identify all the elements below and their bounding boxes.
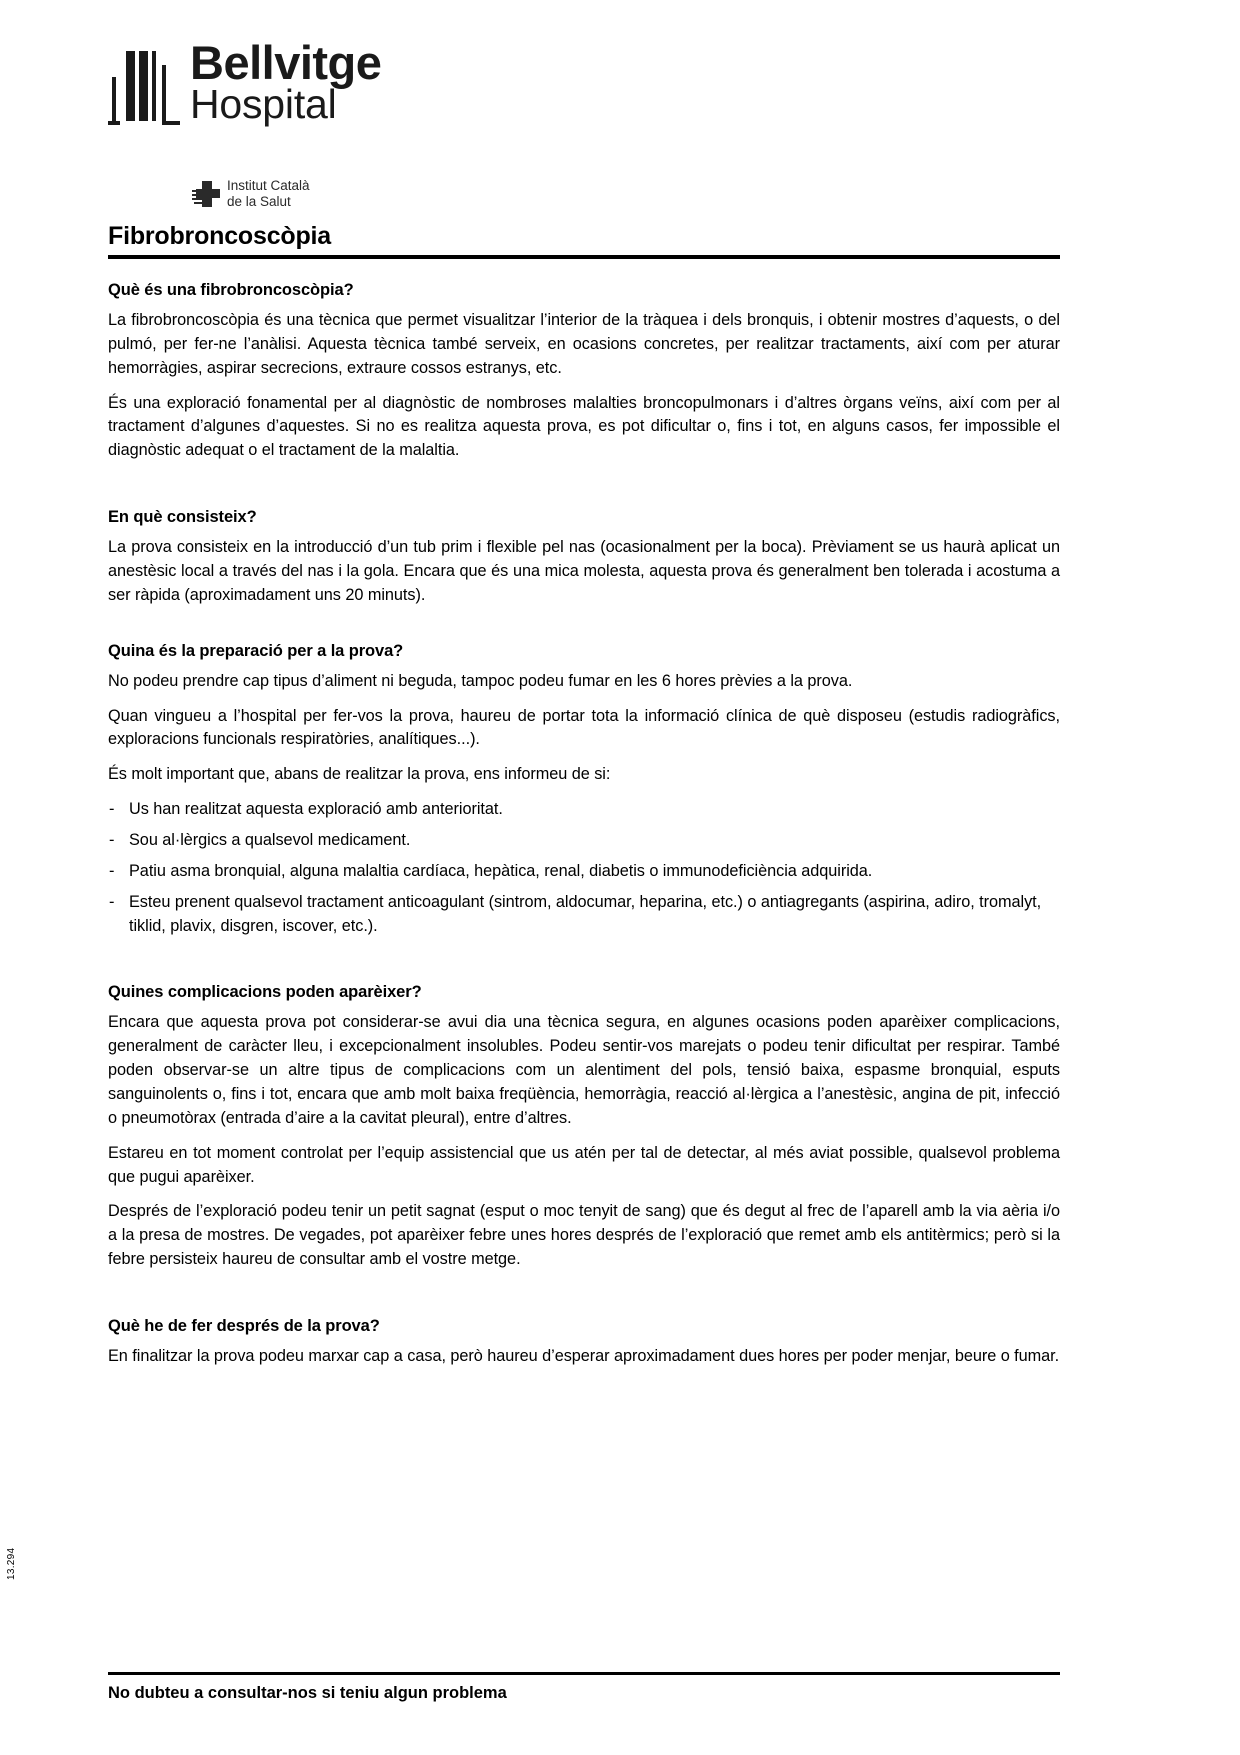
list-item xyxy=(108,891,1060,939)
section-paragraph: És una exploració fonamental per al diagnòstic de nombroses malalties broncopulmonars i d’altres òrgans veïns, així com per al tractament d’algunes d’aquestes. Si no es realitza aquesta prova, es pot dificultar o, fins i tot, en alguns casos, fer impossible el diagnòstic adequat o el tractament de la malaltia. xyxy=(108,393,1060,460)
logo-brand-subtitle: Hospital xyxy=(190,81,337,128)
section-heading: Quines complicacions poden aparèixer? xyxy=(108,983,422,1002)
dash-bullet-icon: - xyxy=(109,861,115,880)
section-paragraph: Quan vingueu a l’hospital per fer-vos la prova, haureu de portar tota la informació clínica de què disposeu (estudis radiogràfics, exploracions funcionals respiratòries, analítiques...). xyxy=(108,706,1060,749)
section-heading: Què és una fibrobroncoscòpia? xyxy=(108,281,354,299)
section-what-consists-of xyxy=(108,508,1060,608)
section-paragraph: En finalitzar la prova podeu marxar cap a casa, però haureu d’esperar aproximadament dues hores per poder menjar, beure o fumar. xyxy=(108,1347,1060,1366)
footer-note: No dubteu a consultar-nos si teniu algun problema xyxy=(108,1684,507,1702)
footer-divider xyxy=(108,1672,1060,1675)
section-paragraph: Estareu en tot moment controlat per l’equip assistencial que us atén per tal de detectar, al més aviat possible, qualsevol problema que pugui aparèixer. xyxy=(108,1143,1060,1186)
page-title: Fibrobroncoscòpia xyxy=(108,222,332,250)
ics-label-line1: Institut Català xyxy=(227,178,310,193)
list-item xyxy=(108,798,1060,822)
section-heading: En què consisteix? xyxy=(108,508,257,527)
ics-label-line2: de la Salut xyxy=(227,194,291,210)
dash-bullet-icon: - xyxy=(109,892,115,911)
section-paragraph: No podeu prendre cap tipus d’aliment ni beguda, tampoc podeu fumar en les 6 hores prèvies a la prova. xyxy=(108,671,853,690)
section-after-test xyxy=(108,1317,1060,1369)
list-item-text: Esteu prenent qualsevol tractament anticoagulant (sintrom, aldocumar, heparina, etc.) o antiagregants (aspirina, adiro, tromalyt, tiklid, plavix, disgren, iscover, etc.). xyxy=(129,892,1042,935)
dash-bullet-icon: - xyxy=(109,800,115,819)
section-heading: Què he de fer després de la prova? xyxy=(108,1317,380,1336)
dash-bullet-icon: - xyxy=(109,831,115,850)
section-paragraph: Encara que aquesta prova pot considerar-se avui dia una tècnica segura, en algunes ocasions poden aparèixer complicacions, generalment de caràcter lleu, i excepcionalment insolubles. Podeu sentir-vos marejats o podeu tenir dificultat per respirar. També poden observar-se un altre tipus de complicacions com un alentiment del pols, tensió baixa, espasme bronquial, esputs sanguinolents o, fins i tot, encara que amb molt baixa freqüència, hemorràgia, reacció al·lèrgica a l’anestèsic, angina de pit, infecció o pneumotòrax (entrada d’aire a la cavitat pleural), entre d’altres. xyxy=(108,1013,1060,1127)
section-paragraph: La fibrobroncoscòpia és una tècnica que permet visualitzar l’interior de la tràquea i dels bronquis, i obtenir mostres d’aquests, o del pulmó, per fer-ne l’anàlisi. Aquesta tècnica també serveix, en ocasions concretes, per realitzar tractaments, així com per aturar hemorràgies, aspirar secrecions, extraure cossos estranys, etc. xyxy=(108,311,1060,377)
institut-catala-salut-logo xyxy=(192,178,310,211)
document-body xyxy=(108,281,1060,1392)
list-item xyxy=(108,829,1060,853)
section-what-is xyxy=(108,281,1060,463)
title-divider xyxy=(108,255,1060,259)
section-paragraph: Després de l’exploració podeu tenir un petit sagnat (esput o moc tenyit de sang) que és degut al frec de l’aparell amb la via aèria i/o a la presa de mostres. De vegades, pot aparèixer febre unes hores després de l’exploració que remet amb els antitèrmics; però si la febre persisteix haureu de consultar amb el vostre metge. xyxy=(108,1202,1060,1269)
red-cross-icon xyxy=(192,181,220,207)
preparation-list xyxy=(108,798,1060,938)
section-heading: Quina és la preparació per a la prova? xyxy=(108,641,404,660)
list-item-text: Us han realitzat aquesta exploració amb anterioritat. xyxy=(129,800,503,819)
document-side-code: 13.294 xyxy=(6,1547,17,1580)
section-paragraph: La prova consisteix en la introducció d’un tub prim i flexible pel nas (ocasionalment per la boca). Prèviament se us haurà aplicat un anestèsic local a través del nas i la gola. Encara que és una mica molesta, aquesta prova és generalment ben tolerada i acostuma a ser ràpida (aproximadament uns 20 minuts). xyxy=(108,538,1060,604)
building-bars-logo-icon xyxy=(108,45,180,131)
section-complications xyxy=(108,983,1060,1272)
list-item-text: Sou al·lèrgics a qualsevol medicament. xyxy=(129,831,411,850)
section-preparation xyxy=(108,642,1060,939)
section-paragraph: És molt important que, abans de realitzar la prova, ens informeu de si: xyxy=(108,765,611,784)
list-item-text: Patiu asma bronquial, alguna malaltia cardíaca, hepàtica, renal, diabetis o immunodeficiència adquirida. xyxy=(129,861,873,880)
document-header xyxy=(0,36,1240,210)
list-item xyxy=(108,860,1060,884)
logo-brand-name: Bellvitge xyxy=(190,36,382,89)
hospital-logo xyxy=(108,38,448,131)
